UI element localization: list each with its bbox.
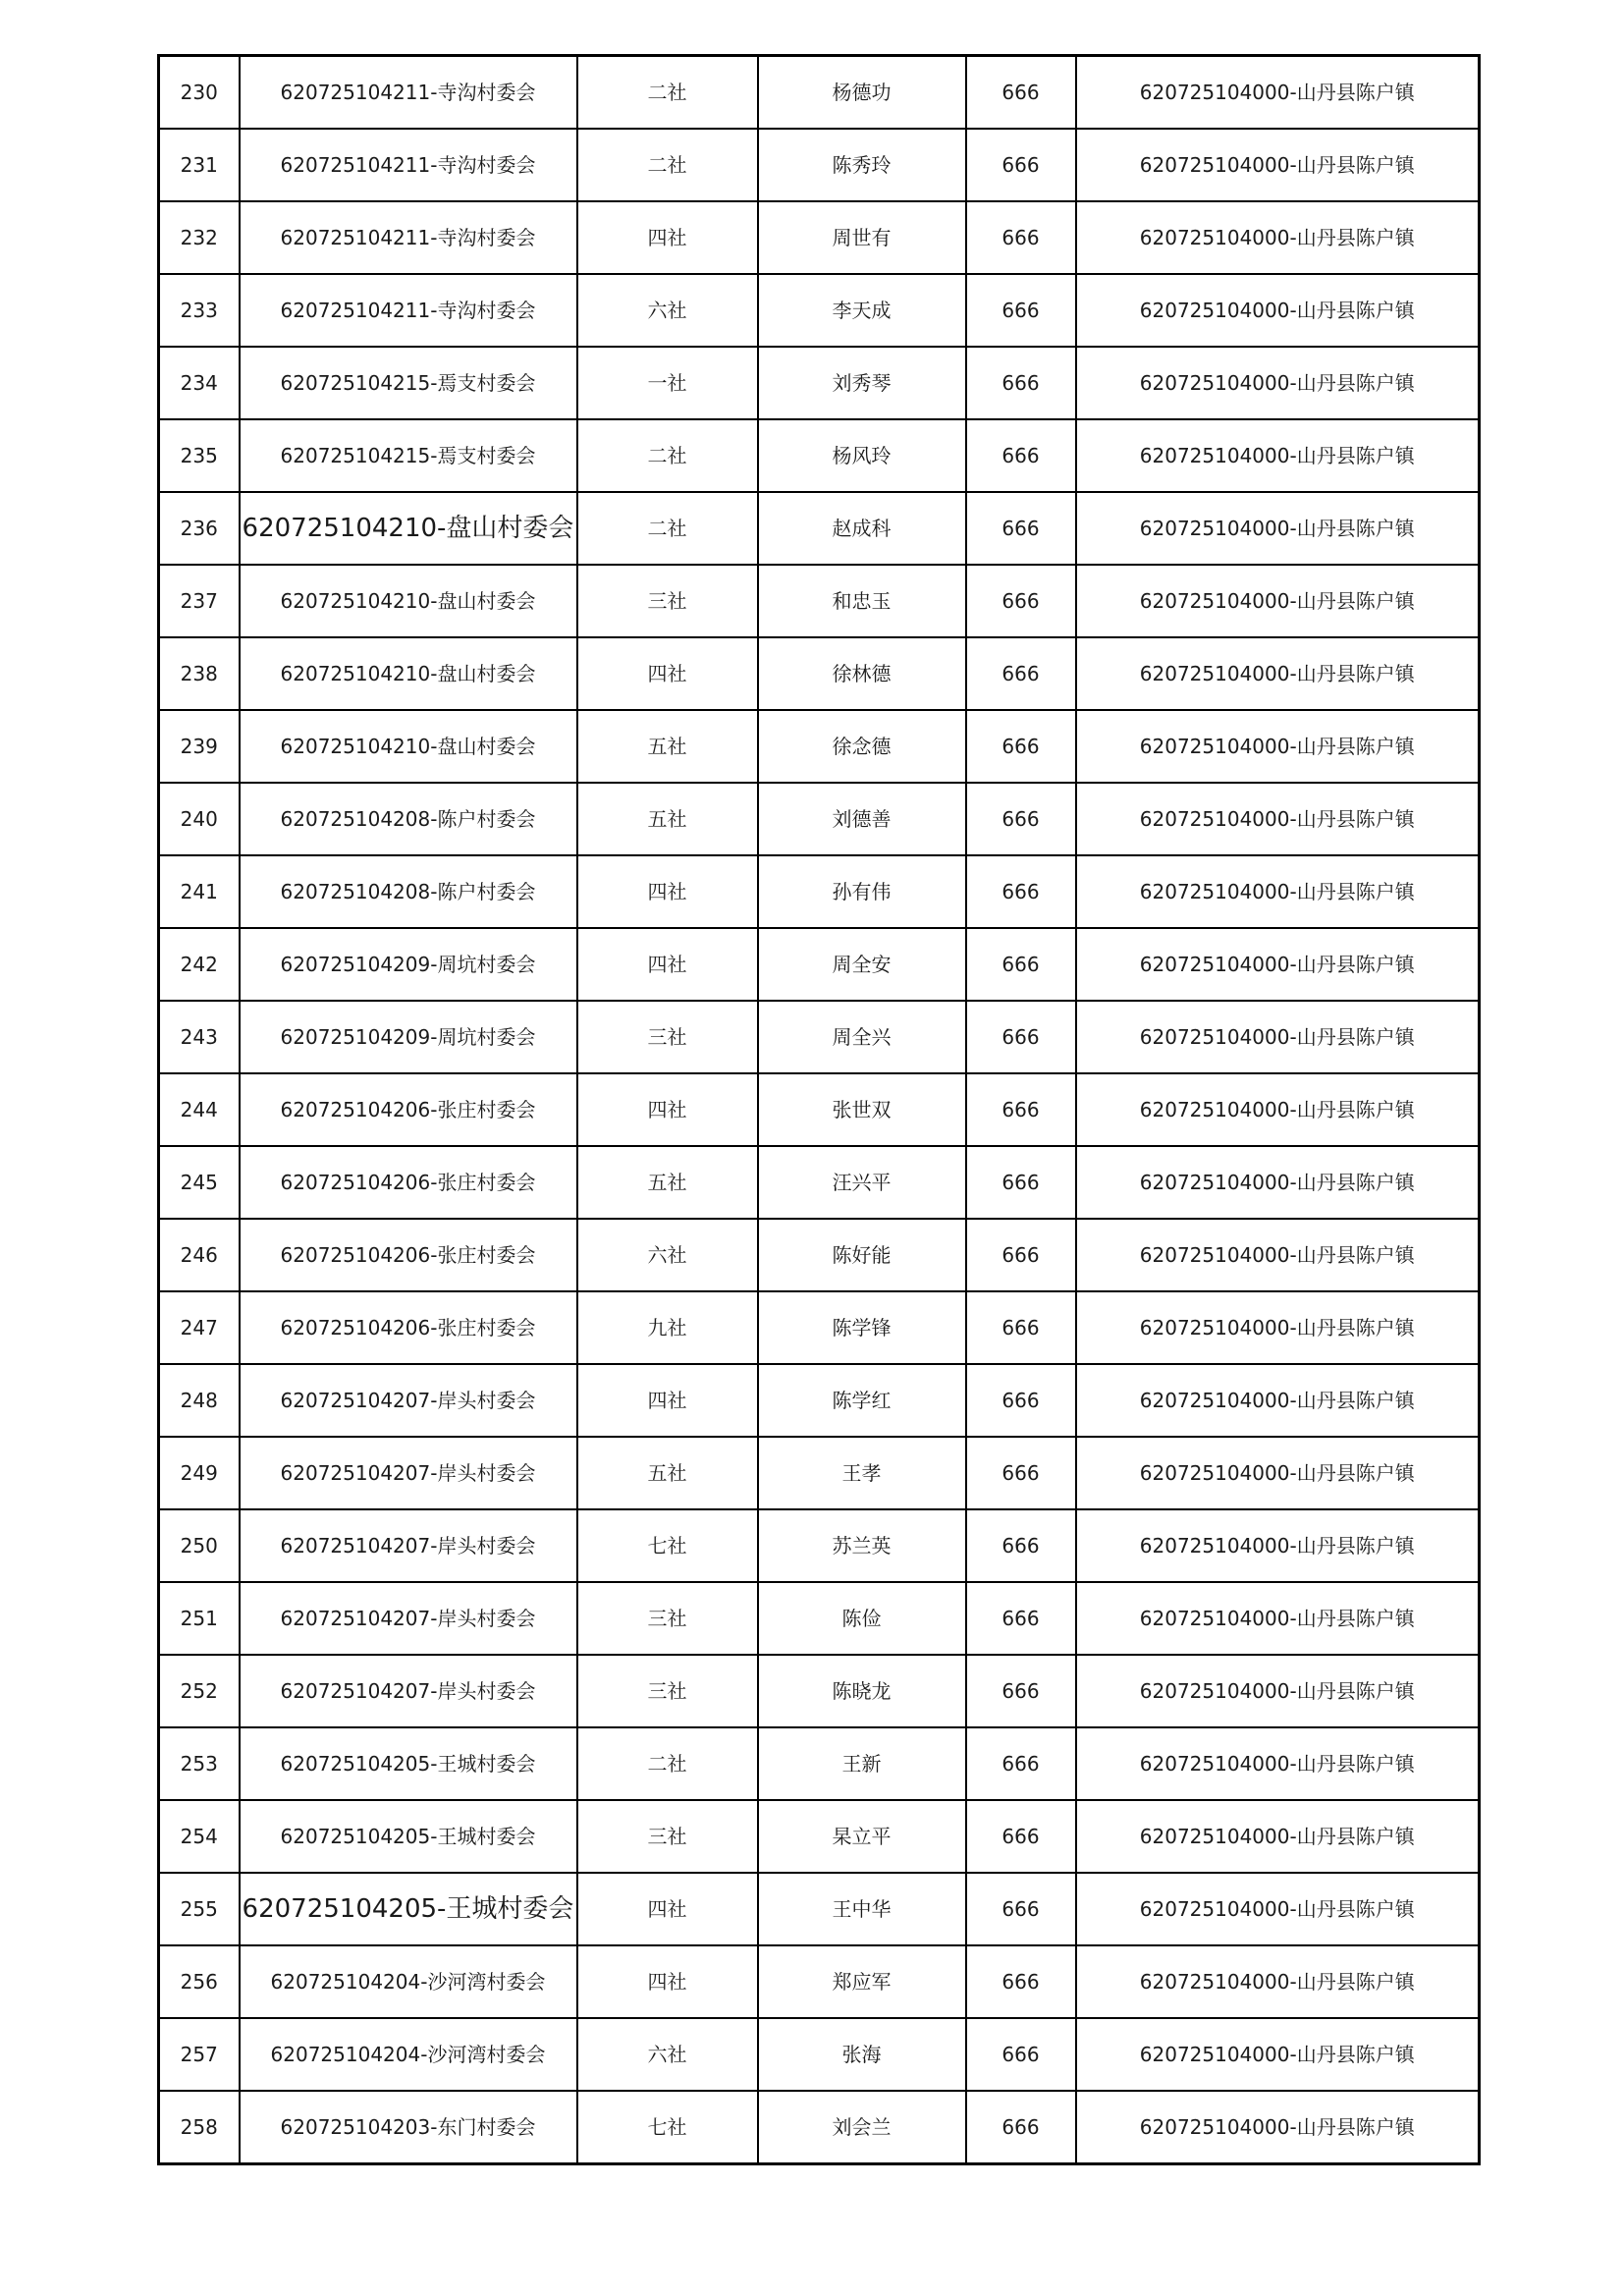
amount-cell: 666: [966, 1146, 1076, 1219]
beneficiary-table: [157, 54, 1481, 2165]
village-group-cell: 三社: [577, 1582, 758, 1655]
table-row: [159, 637, 1480, 710]
amount-cell: 666: [966, 1437, 1076, 1509]
village-group-cell: 四社: [577, 1073, 758, 1146]
table-row: [159, 928, 1480, 1001]
person-name-cell: 陈晓龙: [758, 1655, 966, 1727]
town-code-cell: 620725104000-山丹县陈户镇: [1076, 637, 1480, 710]
amount-cell: 666: [966, 274, 1076, 347]
village-committee-cell: 620725104207-岸头村委会: [240, 1437, 577, 1509]
village-group-cell: 二社: [577, 492, 758, 565]
town-code-cell: 620725104000-山丹县陈户镇: [1076, 1509, 1480, 1582]
village-group-cell: 四社: [577, 1364, 758, 1437]
person-name-cell: 王新: [758, 1727, 966, 1800]
person-name-cell: 徐念德: [758, 710, 966, 783]
person-name-cell: 刘秀琴: [758, 347, 966, 419]
village-committee-cell: 620725104210-盘山村委会: [240, 565, 577, 637]
table-row: [159, 1437, 1480, 1509]
row-number-cell: 256: [159, 1945, 240, 2018]
person-name-cell: 刘会兰: [758, 2091, 966, 2164]
amount-cell: 666: [966, 419, 1076, 492]
row-number-cell: 255: [159, 1873, 240, 1945]
village-group-cell: 三社: [577, 565, 758, 637]
row-number-cell: 237: [159, 565, 240, 637]
person-name-cell: 杨德功: [758, 56, 966, 130]
person-name-cell: 李天成: [758, 274, 966, 347]
town-code-cell: 620725104000-山丹县陈户镇: [1076, 1800, 1480, 1873]
amount-cell: 666: [966, 347, 1076, 419]
table-body: [159, 56, 1480, 2164]
town-code-cell: 620725104000-山丹县陈户镇: [1076, 1727, 1480, 1800]
person-name-cell: 徐林德: [758, 637, 966, 710]
amount-cell: 666: [966, 1727, 1076, 1800]
row-number-cell: 234: [159, 347, 240, 419]
amount-cell: 666: [966, 1364, 1076, 1437]
village-committee-cell: 620725104215-焉支村委会: [240, 419, 577, 492]
village-committee-cell: 620725104208-陈户村委会: [240, 783, 577, 855]
row-number-cell: 246: [159, 1219, 240, 1291]
village-group-cell: 五社: [577, 783, 758, 855]
table-row: [159, 129, 1480, 201]
town-code-cell: 620725104000-山丹县陈户镇: [1076, 347, 1480, 419]
table-row: [159, 1073, 1480, 1146]
village-group-cell: 六社: [577, 1219, 758, 1291]
town-code-cell: 620725104000-山丹县陈户镇: [1076, 783, 1480, 855]
row-number-cell: 247: [159, 1291, 240, 1364]
village-group-cell: 二社: [577, 56, 758, 130]
table-row: [159, 1291, 1480, 1364]
row-number-cell: 242: [159, 928, 240, 1001]
village-committee-cell: 620725104211-寺沟村委会: [240, 56, 577, 130]
person-name-cell: 张世双: [758, 1073, 966, 1146]
town-code-cell: 620725104000-山丹县陈户镇: [1076, 1364, 1480, 1437]
amount-cell: 666: [966, 1291, 1076, 1364]
village-committee-cell: 620725104211-寺沟村委会: [240, 201, 577, 274]
village-group-cell: 二社: [577, 1727, 758, 1800]
table-row: [159, 1146, 1480, 1219]
village-committee-cell: 620725104205-王城村委会: [240, 1800, 577, 1873]
table-row: [159, 1945, 1480, 2018]
person-name-cell: 陈秀玲: [758, 129, 966, 201]
table-row: [159, 492, 1480, 565]
village-group-cell: 六社: [577, 274, 758, 347]
row-number-cell: 252: [159, 1655, 240, 1727]
table-row: [159, 783, 1480, 855]
village-group-cell: 九社: [577, 1291, 758, 1364]
table-row: [159, 2018, 1480, 2091]
village-group-cell: 四社: [577, 637, 758, 710]
village-group-cell: 三社: [577, 1001, 758, 1073]
person-name-cell: 汪兴平: [758, 1146, 966, 1219]
village-group-cell: 六社: [577, 2018, 758, 2091]
village-group-cell: 四社: [577, 928, 758, 1001]
town-code-cell: 620725104000-山丹县陈户镇: [1076, 1437, 1480, 1509]
table-row: [159, 56, 1480, 130]
village-committee-cell: 620725104207-岸头村委会: [240, 1509, 577, 1582]
town-code-cell: 620725104000-山丹县陈户镇: [1076, 2091, 1480, 2164]
town-code-cell: 620725104000-山丹县陈户镇: [1076, 565, 1480, 637]
village-group-cell: 三社: [577, 1655, 758, 1727]
person-name-cell: 和忠玉: [758, 565, 966, 637]
village-committee-cell: 620725104208-陈户村委会: [240, 855, 577, 928]
town-code-cell: 620725104000-山丹县陈户镇: [1076, 1655, 1480, 1727]
amount-cell: 666: [966, 56, 1076, 130]
village-committee-cell: 620725104206-张庄村委会: [240, 1146, 577, 1219]
town-code-cell: 620725104000-山丹县陈户镇: [1076, 419, 1480, 492]
table-row: [159, 1509, 1480, 1582]
village-group-cell: 五社: [577, 710, 758, 783]
town-code-cell: 620725104000-山丹县陈户镇: [1076, 2018, 1480, 2091]
village-committee-cell: 620725104215-焉支村委会: [240, 347, 577, 419]
village-committee-cell: 620725104207-岸头村委会: [240, 1364, 577, 1437]
row-number-cell: 250: [159, 1509, 240, 1582]
row-number-cell: 248: [159, 1364, 240, 1437]
row-number-cell: 241: [159, 855, 240, 928]
village-group-cell: 二社: [577, 419, 758, 492]
village-committee-cell: 620725104206-张庄村委会: [240, 1219, 577, 1291]
village-group-cell: 四社: [577, 201, 758, 274]
person-name-cell: 陈学红: [758, 1364, 966, 1437]
amount-cell: 666: [966, 129, 1076, 201]
amount-cell: 666: [966, 2018, 1076, 2091]
row-number-cell: 239: [159, 710, 240, 783]
table-row: [159, 1655, 1480, 1727]
village-group-cell: 四社: [577, 855, 758, 928]
person-name-cell: 王孝: [758, 1437, 966, 1509]
amount-cell: 666: [966, 1509, 1076, 1582]
table-row: [159, 565, 1480, 637]
row-number-cell: 235: [159, 419, 240, 492]
person-name-cell: 周全安: [758, 928, 966, 1001]
table-row: [159, 1800, 1480, 1873]
village-committee-cell: 620725104211-寺沟村委会: [240, 129, 577, 201]
row-number-cell: 236: [159, 492, 240, 565]
town-code-cell: 620725104000-山丹县陈户镇: [1076, 855, 1480, 928]
town-code-cell: 620725104000-山丹县陈户镇: [1076, 1073, 1480, 1146]
village-group-cell: 五社: [577, 1146, 758, 1219]
village-group-cell: 二社: [577, 129, 758, 201]
town-code-cell: 620725104000-山丹县陈户镇: [1076, 710, 1480, 783]
amount-cell: 666: [966, 1873, 1076, 1945]
table-row: [159, 1364, 1480, 1437]
table-row: [159, 201, 1480, 274]
town-code-cell: 620725104000-山丹县陈户镇: [1076, 492, 1480, 565]
village-committee-cell: 620725104207-岸头村委会: [240, 1655, 577, 1727]
table-row: [159, 855, 1480, 928]
town-code-cell: 620725104000-山丹县陈户镇: [1076, 1945, 1480, 2018]
person-name-cell: 刘德善: [758, 783, 966, 855]
row-number-cell: 245: [159, 1146, 240, 1219]
village-group-cell: 七社: [577, 1509, 758, 1582]
village-group-cell: 五社: [577, 1437, 758, 1509]
row-number-cell: 258: [159, 2091, 240, 2164]
town-code-cell: 620725104000-山丹县陈户镇: [1076, 1291, 1480, 1364]
village-committee-cell: 620725104207-岸头村委会: [240, 1582, 577, 1655]
town-code-cell: 620725104000-山丹县陈户镇: [1076, 928, 1480, 1001]
town-code-cell: 620725104000-山丹县陈户镇: [1076, 1146, 1480, 1219]
person-name-cell: 周世有: [758, 201, 966, 274]
table-row: [159, 347, 1480, 419]
person-name-cell: 陈学锋: [758, 1291, 966, 1364]
person-name-cell: 苏兰英: [758, 1509, 966, 1582]
row-number-cell: 231: [159, 129, 240, 201]
village-committee-cell: 620725104209-周坑村委会: [240, 1001, 577, 1073]
amount-cell: 666: [966, 492, 1076, 565]
row-number-cell: 243: [159, 1001, 240, 1073]
town-code-cell: 620725104000-山丹县陈户镇: [1076, 1873, 1480, 1945]
table-row: [159, 419, 1480, 492]
village-committee-cell: 620725104206-张庄村委会: [240, 1291, 577, 1364]
village-committee-cell: 620725104211-寺沟村委会: [240, 274, 577, 347]
village-committee-cell: 620725104209-周坑村委会: [240, 928, 577, 1001]
village-group-cell: 四社: [577, 1873, 758, 1945]
amount-cell: 666: [966, 928, 1076, 1001]
table-row: [159, 1582, 1480, 1655]
person-name-cell: 张海: [758, 2018, 966, 2091]
person-name-cell: 孙有伟: [758, 855, 966, 928]
table-row: [159, 710, 1480, 783]
village-group-cell: 四社: [577, 1945, 758, 2018]
village-committee-cell: 620725104203-东门村委会: [240, 2091, 577, 2164]
person-name-cell: 陈好能: [758, 1219, 966, 1291]
person-name-cell: 王中华: [758, 1873, 966, 1945]
table-row: [159, 1219, 1480, 1291]
village-committee-cell: 620725104205-王城村委会: [240, 1873, 577, 1945]
person-name-cell: 陈俭: [758, 1582, 966, 1655]
row-number-cell: 254: [159, 1800, 240, 1873]
amount-cell: 666: [966, 1073, 1076, 1146]
town-code-cell: 620725104000-山丹县陈户镇: [1076, 274, 1480, 347]
person-name-cell: 杲立平: [758, 1800, 966, 1873]
amount-cell: 666: [966, 565, 1076, 637]
row-number-cell: 233: [159, 274, 240, 347]
row-number-cell: 257: [159, 2018, 240, 2091]
table-row: [159, 2091, 1480, 2164]
town-code-cell: 620725104000-山丹县陈户镇: [1076, 1219, 1480, 1291]
amount-cell: 666: [966, 710, 1076, 783]
village-committee-cell: 620725104210-盘山村委会: [240, 637, 577, 710]
amount-cell: 666: [966, 1800, 1076, 1873]
amount-cell: 666: [966, 783, 1076, 855]
village-committee-cell: 620725104210-盘山村委会: [240, 710, 577, 783]
amount-cell: 666: [966, 1219, 1076, 1291]
town-code-cell: 620725104000-山丹县陈户镇: [1076, 129, 1480, 201]
town-code-cell: 620725104000-山丹县陈户镇: [1076, 1582, 1480, 1655]
amount-cell: 666: [966, 637, 1076, 710]
amount-cell: 666: [966, 1655, 1076, 1727]
town-code-cell: 620725104000-山丹县陈户镇: [1076, 1001, 1480, 1073]
town-code-cell: 620725104000-山丹县陈户镇: [1076, 201, 1480, 274]
village-committee-cell: 620725104204-沙河湾村委会: [240, 2018, 577, 2091]
village-group-cell: 三社: [577, 1800, 758, 1873]
row-number-cell: 238: [159, 637, 240, 710]
person-name-cell: 郑应军: [758, 1945, 966, 2018]
row-number-cell: 244: [159, 1073, 240, 1146]
village-committee-cell: 620725104210-盘山村委会: [240, 492, 577, 565]
village-group-cell: 七社: [577, 2091, 758, 2164]
town-code-cell: 620725104000-山丹县陈户镇: [1076, 56, 1480, 130]
table-row: [159, 274, 1480, 347]
person-name-cell: 赵成科: [758, 492, 966, 565]
village-committee-cell: 620725104204-沙河湾村委会: [240, 1945, 577, 2018]
amount-cell: 666: [966, 2091, 1076, 2164]
person-name-cell: 杨风玲: [758, 419, 966, 492]
amount-cell: 666: [966, 201, 1076, 274]
row-number-cell: 240: [159, 783, 240, 855]
amount-cell: 666: [966, 855, 1076, 928]
person-name-cell: 周全兴: [758, 1001, 966, 1073]
row-number-cell: 230: [159, 56, 240, 130]
village-committee-cell: 620725104205-王城村委会: [240, 1727, 577, 1800]
table-row: [159, 1873, 1480, 1945]
row-number-cell: 253: [159, 1727, 240, 1800]
table-row: [159, 1001, 1480, 1073]
table-row: [159, 1727, 1480, 1800]
row-number-cell: 249: [159, 1437, 240, 1509]
village-committee-cell: 620725104206-张庄村委会: [240, 1073, 577, 1146]
row-number-cell: 251: [159, 1582, 240, 1655]
row-number-cell: 232: [159, 201, 240, 274]
village-group-cell: 一社: [577, 347, 758, 419]
amount-cell: 666: [966, 1001, 1076, 1073]
amount-cell: 666: [966, 1582, 1076, 1655]
amount-cell: 666: [966, 1945, 1076, 2018]
